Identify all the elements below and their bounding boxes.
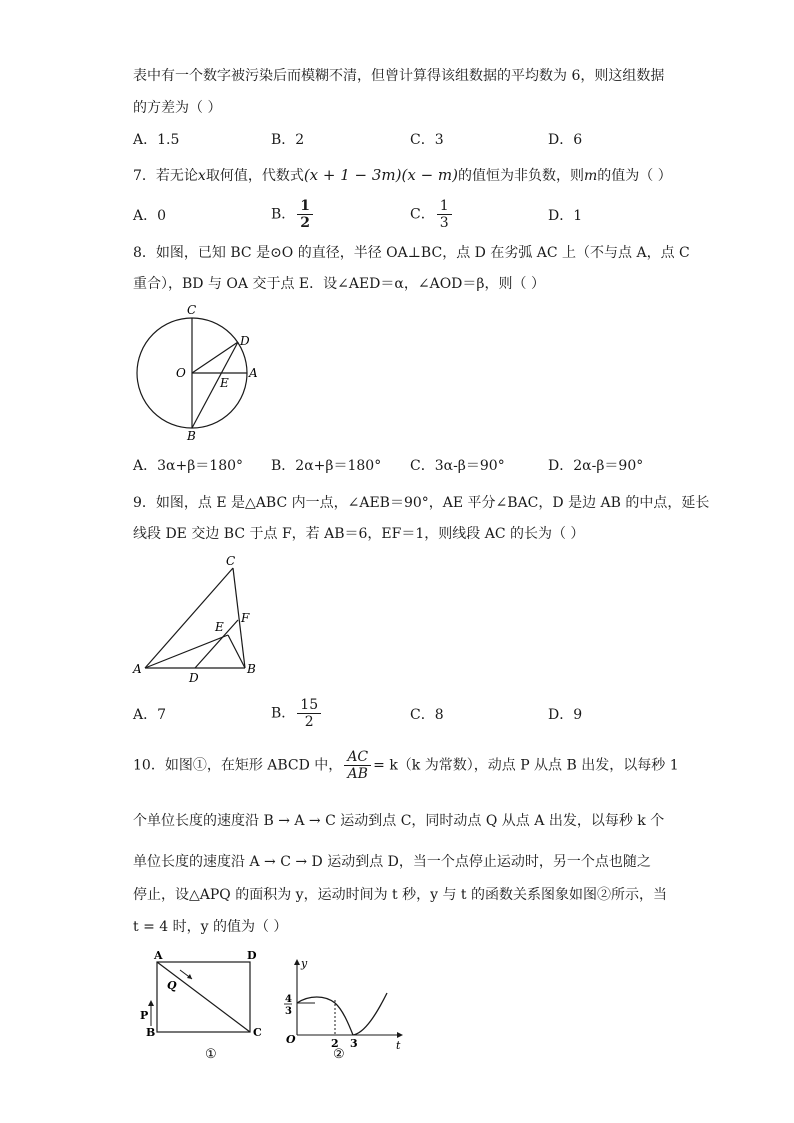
q7-expression: (x + 1 − 3m)(x − m) — [303, 166, 459, 184]
arrow-q-head — [187, 974, 192, 979]
label-d: D — [189, 671, 199, 685]
q7-stem: 7．若无论x取何值，代数式(x + 1 − 3m)(x − m)的值恒为非负数，则m的值为（ ） — [133, 166, 672, 184]
caption-2: ② — [333, 1047, 345, 1062]
q10-graph-figure — [277, 955, 412, 1063]
label-b: B — [187, 429, 196, 443]
segment-bd — [192, 342, 238, 428]
q9-triangle-figure — [125, 550, 275, 690]
label-a: A — [249, 366, 258, 380]
tick-label-4: 4 — [285, 994, 292, 1005]
q7-option-b: B． $\frac{1}{2}$ — [271, 198, 315, 231]
label-q: Q — [167, 979, 177, 992]
q8-text-line1: 8．如图，已知 BC 是⊙O 的直径，半径 OA⊥BC，点 D 在劣弧 AC 上（不与点 A，点 C — [133, 245, 690, 261]
segment-ae — [145, 635, 228, 668]
q6-option-d: D．6 — [548, 132, 583, 148]
q7-option-d: D．1 — [548, 208, 583, 224]
q9-option-c: C．8 — [410, 707, 444, 723]
label-b: B — [146, 1026, 156, 1039]
label-d: D — [240, 334, 250, 348]
diagonal-ac — [157, 962, 250, 1032]
q6-text-line2: 的方差为（ ） — [133, 100, 222, 116]
q6-option-b: B．2 — [271, 132, 305, 148]
label-c: C — [226, 554, 236, 568]
q8-option-b: B．2α+β＝180° — [271, 458, 382, 474]
q10-text-line5: t = 4 时，y 的值为（ ） — [133, 919, 288, 935]
label-p: P — [140, 1009, 149, 1022]
arrow-p-head — [148, 1000, 154, 1006]
q6-text-line1: 表中有一个数字被污染后而模糊不清，但曾计算得该组数据的平均数为 6，则这组数据 — [133, 68, 665, 84]
q8-option-a: A．3α+β＝180° — [133, 458, 244, 474]
label-a: A — [133, 662, 142, 676]
curve-rise — [353, 993, 387, 1035]
q9-option-a: A．7 — [133, 707, 167, 723]
tick-label-2: 2 — [331, 1037, 339, 1050]
label-e: E — [220, 376, 229, 390]
q10-rectangle-figure — [137, 948, 267, 1063]
label-c: C — [253, 1026, 262, 1039]
side-ac — [145, 568, 233, 668]
q10-text-line3: 单位长度的速度沿 A → C → D 运动到点 D，当一个点停止运动时，另一个点也随之 — [133, 854, 651, 870]
label-a: A — [154, 949, 163, 962]
q7-option-c: C． $\frac{1}{3}$ — [410, 198, 454, 231]
label-t: t — [396, 1039, 401, 1052]
label-d: D — [247, 949, 257, 962]
segment-od — [192, 342, 238, 373]
q10-text-line1: 10．如图①，在矩形 ABCD 中， $\frac{AC}{AB}$ = k（k 为常数），动点 P 从点 B 出发，以每秒 1 — [133, 749, 679, 782]
label-o: O — [176, 366, 186, 380]
q10-text-line2: 个单位长度的速度沿 B → A → C 运动到点 C，同时动点 Q 从点 A 出发，以每秒 k 个 — [133, 813, 665, 829]
q9-text-line2: 线段 DE 交边 BC 于点 F，若 AB＝6，EF＝1，则线段 AC 的长为（ ） — [133, 526, 585, 542]
tick-label-3-den: 3 — [285, 1006, 292, 1017]
caption-1: ① — [205, 1047, 217, 1062]
q9-option-d: D．9 — [548, 707, 583, 723]
q9-text-line1: 9．如图，点 E 是△ABC 内一点，∠AEB＝90°，AE 平分∠BAC，D 是边 AB 的中点，延长 — [133, 495, 710, 511]
q7-option-a: A．0 — [133, 208, 167, 224]
label-c: C — [187, 303, 197, 317]
y-axis-arrow — [294, 959, 300, 965]
label-y: y — [301, 957, 308, 970]
q10-text-line4: 停止，设△APQ 的面积为 y，运动时间为 t 秒，y 与 t 的函数关系图象如图②所示，当 — [133, 887, 667, 903]
label-b: B — [247, 662, 256, 676]
label-f: F — [241, 611, 250, 625]
q8-option-d: D．2α-β＝90° — [548, 458, 644, 474]
label-o: O — [286, 1033, 296, 1046]
tick-label-3: 3 — [350, 1037, 358, 1050]
q6-option-a: A．1.5 — [133, 132, 180, 148]
q8-option-c: C．3α-β＝90° — [410, 458, 505, 474]
label-e: E — [215, 620, 224, 634]
q6-option-c: C．3 — [410, 132, 444, 148]
x-axis-arrow — [397, 1032, 403, 1038]
q9-option-b: B． $\frac{15}{2}$ — [271, 697, 323, 730]
q8-text-line2: 重合），BD 与 OA 交于点 E．设∠AED＝α，∠AOD＝β，则（ ） — [133, 276, 545, 292]
q8-circle-figure — [125, 300, 275, 445]
